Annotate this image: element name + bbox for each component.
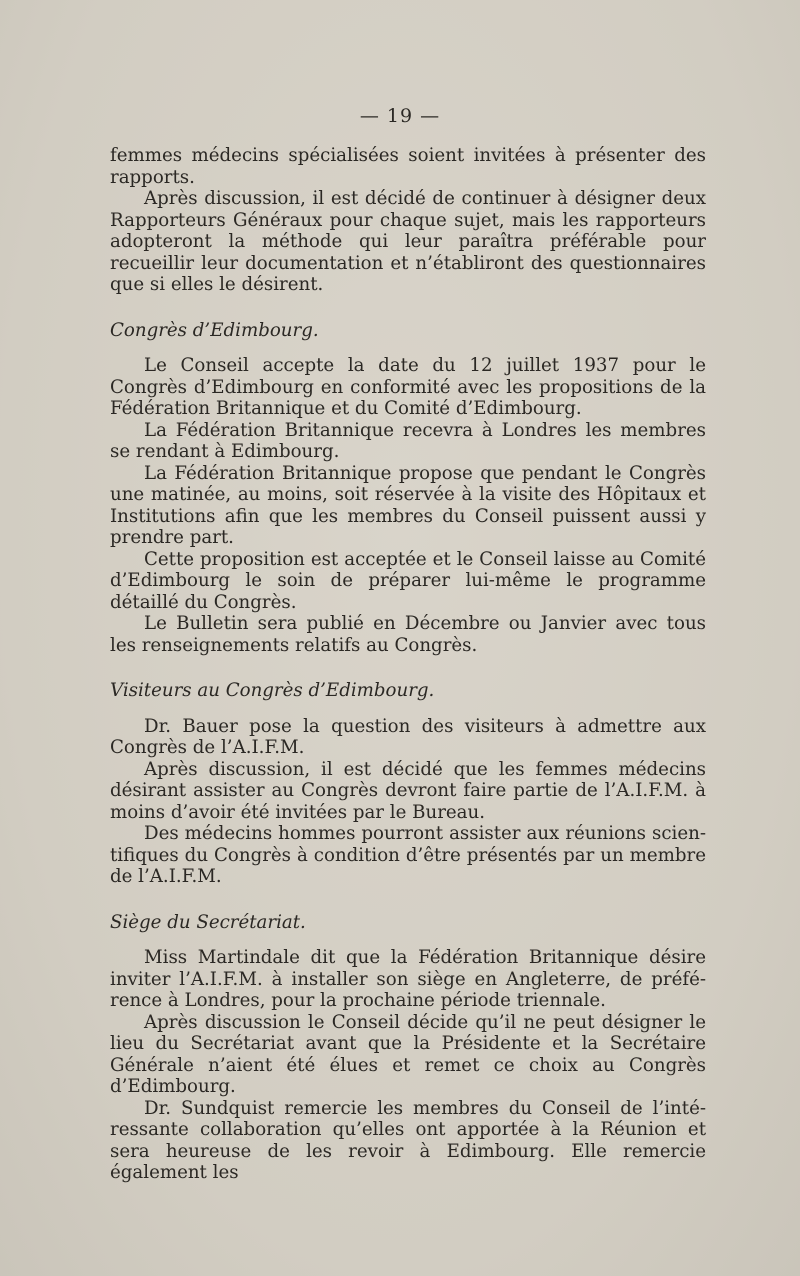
paragraph: Dr. Sundquist remercie les membres du Conseil de l’intéressante collaboration qu’elles ont apportée à la Réunion et sera heureuse de les revoir à Edimbourg. Elle remercie également les: [110, 1097, 706, 1183]
page-number: — 19 —: [359, 105, 441, 127]
paragraph: Le Bulletin sera publié en Décembre ou Janvier avec tous les renseignements relatifs au Congrès.: [110, 613, 706, 656]
paragraph: Après discussion, il est décidé que les femmes médecins désirant assister au Congrès devront faire partie de l’A.I.F.M. à moins d’avoir été invitées par le Bureau.: [110, 758, 706, 823]
paragraph: femmes médecins spécialisées soient invitées à présenter des rapports.: [110, 145, 706, 188]
section-heading: Siège du Secrétariat.: [110, 911, 306, 933]
paragraph: Le Conseil accepte la date du 12 juillet 1937 pour le Congrès d’Edimbourg en conformité avec les propositions de la Fédération Britannique et du Comité d’Edimbourg.: [110, 355, 706, 419]
section-heading: Congrès d’Edimbourg.: [110, 319, 319, 341]
paragraph: La Fédération Britannique recevra à Londres les membres se rendant à Edimbourg.: [110, 419, 706, 462]
paragraph: Des médecins hommes pourront assister aux réunions scientifiques du Congrès à condition d’être présentés par un membre de l’A.I.F.M.: [110, 823, 706, 887]
paragraph: La Fédération Britannique propose que pendant le Congrès une matinée, au moins, soit réservée à la visite des Hôpitaux et Institutions afin que les membres du Conseil puissent aussi y prendre part.: [110, 462, 706, 548]
paragraph: Cette proposition est acceptée et le Conseil laisse au Comité d’Edimbourg le soin de préparer lui-même le programme détaillé du Congrès.: [110, 548, 706, 613]
paragraph: Après discussion le Conseil décide qu’il ne peut désigner le lieu du Secrétariat avant que la Présidente et la Secrétaire Générale n’aient été élues et remet ce choix au Congrès d’Edimbourg.: [110, 1011, 706, 1097]
page-content: [110, 145, 706, 1184]
paragraph: Dr. Bauer pose la question des visiteurs à admettre aux Congrès de l’A.I.F.M.: [110, 715, 706, 758]
section-heading: Visiteurs au Congrès d’Edimbourg.: [110, 680, 435, 701]
paragraph: Miss Martindale dit que la Fédération Britannique désire inviter l’A.I.F.M. à installer son siège en Angleterre, de préférence à Londres, pour la prochaine période triennale.: [110, 947, 706, 1011]
paragraph: Après discussion, il est décidé de continuer à désigner deux Rapporteurs Généraux pour chaque sujet, mais les rapporteurs adopteront la méthode qui leur paraîtra préférable pour recueillir leur documentation et n’établiront des questionnaires que si elles le désirent.: [110, 188, 706, 295]
